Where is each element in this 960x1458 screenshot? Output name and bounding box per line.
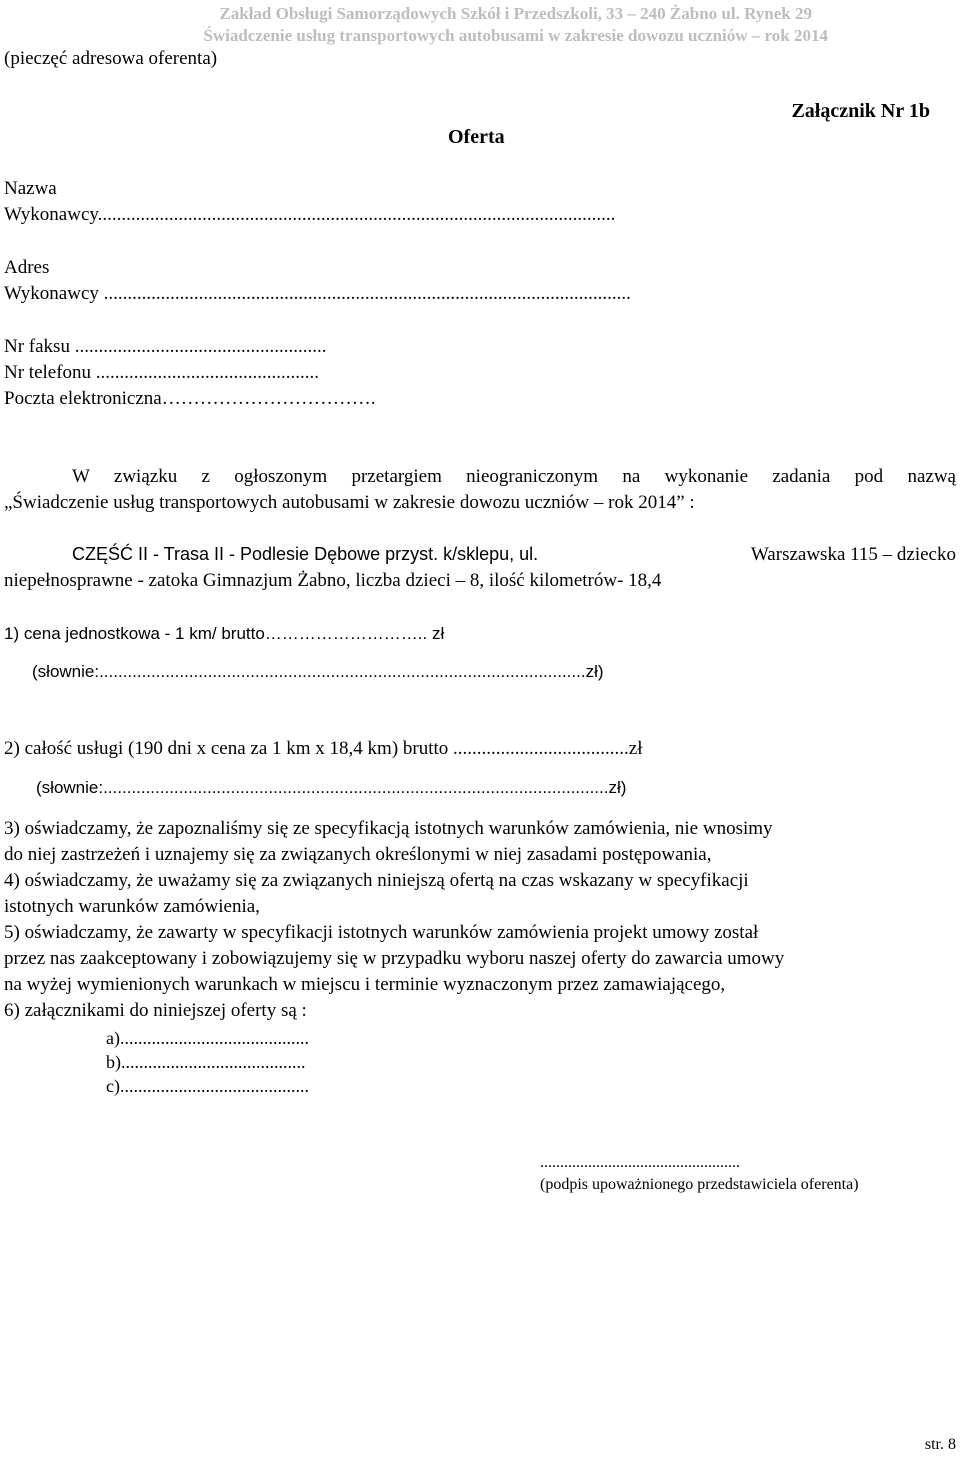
attachment-label: Załącznik Nr 1b (791, 100, 930, 122)
intro-line-2: „Świadczenie usług transportowych autobusami w zakresie dowozu uczniów – rok 2014” : (4, 492, 695, 513)
page-title: Oferta (448, 126, 505, 148)
declaration-4-line-2: istotnych warunków zamówienia, (4, 896, 260, 917)
contractor-address-line: Wykonawcy ............................................................................................................... (4, 283, 631, 304)
email-line: Poczta elektroniczna……………………………. (4, 388, 376, 409)
contractor-name-line: Wykonawcy............................................................................................................. (4, 204, 616, 225)
unit-price-words: (słownie:.......................................................................................................zł) (32, 662, 604, 681)
phone-line: Nr telefonu ............................................... (4, 362, 320, 383)
declaration-5-line-1: 5) oświadczamy, że zawarty w specyfikacji istotnych warunków zamówienia projekt umowy został (4, 922, 759, 943)
signature-dots: .................................................. (540, 1154, 740, 1171)
declaration-3-line-1: 3) oświadczamy, że zapoznaliśmy się ze specyfikacją istotnych warunków zamówienia, nie wnosimy (4, 818, 773, 839)
contractor-name-label: Nazwa (4, 178, 57, 199)
declaration-5-line-3: na wyżej wymienionych warunkach w miejscu i terminie wyznaczonym przez zamawiającego, (4, 974, 726, 995)
unit-price-line: 1) cena jednostkowa - 1 km/ brutto……………………….. zł (4, 624, 445, 643)
declaration-4-line-1: 4) oświadczamy, że uważamy się za związanych niniejszą ofertą na czas wskazany w specyfikacji (4, 870, 749, 891)
stamp-label: (pieczęć adresowa oferenta) (4, 48, 218, 69)
contractor-address-label: Adres (4, 257, 50, 278)
attachment-item-c: c).......................................... (106, 1076, 309, 1096)
fax-line: Nr faksu ..................................................... (4, 336, 327, 357)
part-line-1 (72, 544, 956, 566)
total-price-line: 2) całość usługi (190 dni x cena za 1 km x 18,4 km) brutto .....................................zł (4, 738, 643, 759)
header-line-1: Zakład Obsługi Samorządowych Szkół i Przedszkoli, 33 – 240 Żabno ul. Rynek 29 (219, 4, 812, 23)
attachment-item-a: a).......................................... (106, 1028, 309, 1048)
signature-label: (podpis upoważnionego przedstawiciela oferenta) (540, 1176, 859, 1193)
header-line-2: Świadczenie usług transportowych autobusami w zakresie dowozu uczniów – rok 2014 (203, 26, 828, 45)
declaration-5-line-2: przez nas zaakceptowany i zobowiązujemy się w przypadku wyboru naszej oferty do zawarcia umowy (4, 948, 785, 969)
page-number: str. 8 (924, 1436, 956, 1453)
part-line-2: niepełnosprawne - zatoka Gimnazjum Żabno, liczba dzieci – 8, ilość kilometrów- 18,4 (4, 570, 662, 591)
part-route-text: CZĘŚĆ II - Trasa II - Podlesie Dębowe przyst. k/sklepu, ul. (72, 544, 539, 564)
intro-line-1: W związku z ogłoszonym przetargiem nieograniczonym na wykonanie zadania pod nazwą (72, 466, 956, 487)
attachment-item-b: b)......................................... (106, 1052, 306, 1072)
declaration-3-line-2: do niej zastrzeżeń i uznajemy się za związanych określonymi w niej zasadami postępowania, (4, 844, 712, 865)
part-route-address: Warszawska 115 – dziecko (750, 544, 956, 565)
declaration-6: 6) załącznikami do niniejszej oferty są : (4, 1000, 307, 1021)
total-price-words: (słownie:...........................................................................................................zł) (36, 778, 627, 797)
